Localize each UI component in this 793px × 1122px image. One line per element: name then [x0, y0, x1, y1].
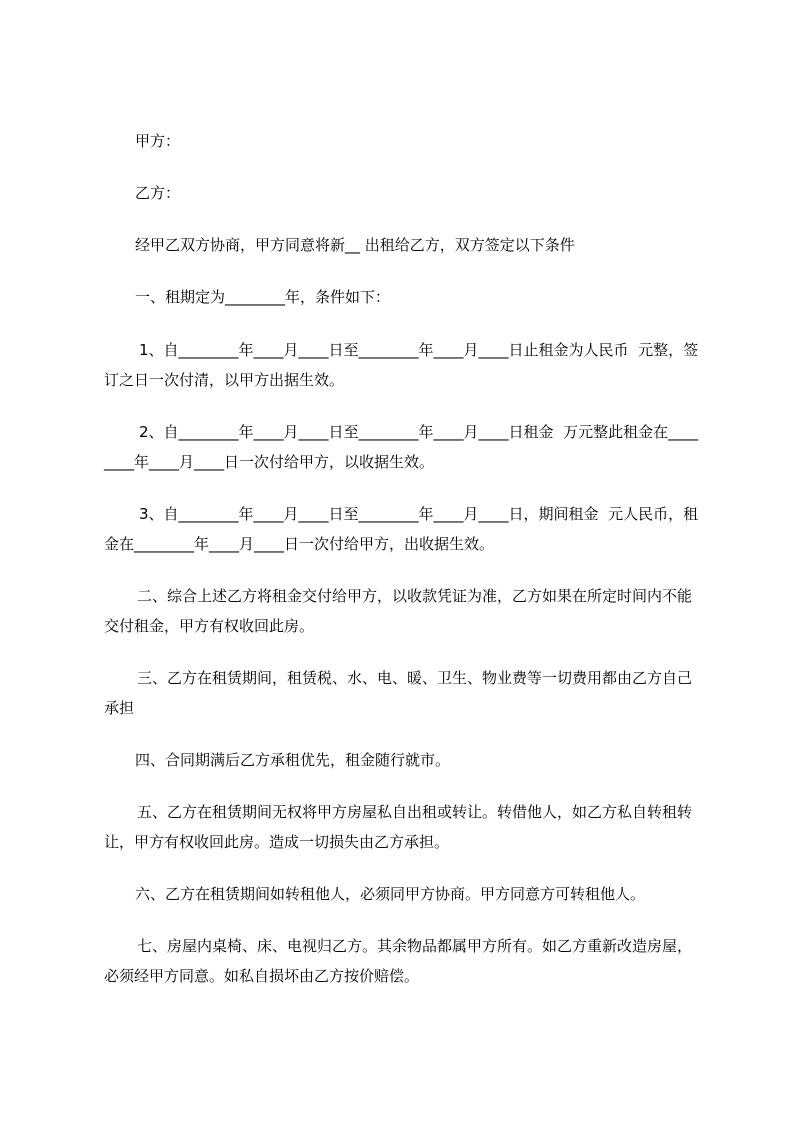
- party-b-line: 乙方：: [135, 184, 181, 202]
- section-1-title: 一、租期定为________年，条件如下：: [135, 288, 391, 306]
- contract-body: [104, 126, 704, 991]
- section-7: 七、房屋内桌椅、床、电视归乙方。其余物品都属甲方所有。如乙方重新改造房屋，必须经甲方同意。如私自损坏由乙方按价赔偿。: [104, 937, 693, 985]
- section-5: 五、乙方在租赁期间无权将甲方房屋私自出租或转让。转借他人，如乙方私自转租转让，甲方有权收回此房。造成一切损失由乙方承担。: [104, 803, 693, 851]
- intro-paragraph: 经甲乙双方协商，甲方同意将新__ 出租给乙方，双方签定以下条件: [135, 236, 575, 254]
- clause-2: 2、自________年____月____日至________年____月____日租金 万元整此租金在________年____月____日一次付给甲方，以收据生效。: [104, 423, 699, 471]
- section-2: 二、综合上述乙方将租金交付给甲方，以收款凭证为准，乙方如果在所定时间内不能交付租金，甲方有权收回此房。: [104, 587, 693, 635]
- section-4: 四、合同期满后乙方承租优先，租金随行就市。: [135, 751, 451, 769]
- clause-3: 3、自________年____月____日至________年____月____日，期间租金 元人民币，租金在________年____月____日一次付给甲方，出收据生效。: [104, 505, 699, 553]
- party-a-line: 甲方：: [135, 132, 181, 150]
- section-6: 六、乙方在租赁期间如转租他人，必须同甲方协商。甲方同意方可转租他人。: [135, 885, 646, 903]
- section-3: 三、乙方在租赁期间，租赁税、水、电、暖、卫生、物业费等一切费用都由乙方自己承担: [104, 669, 693, 717]
- clause-1: 1、自________年____月____日至________年____月____日止租金为人民币 元整，签订之日一次付清，以甲方出据生效。: [104, 341, 699, 389]
